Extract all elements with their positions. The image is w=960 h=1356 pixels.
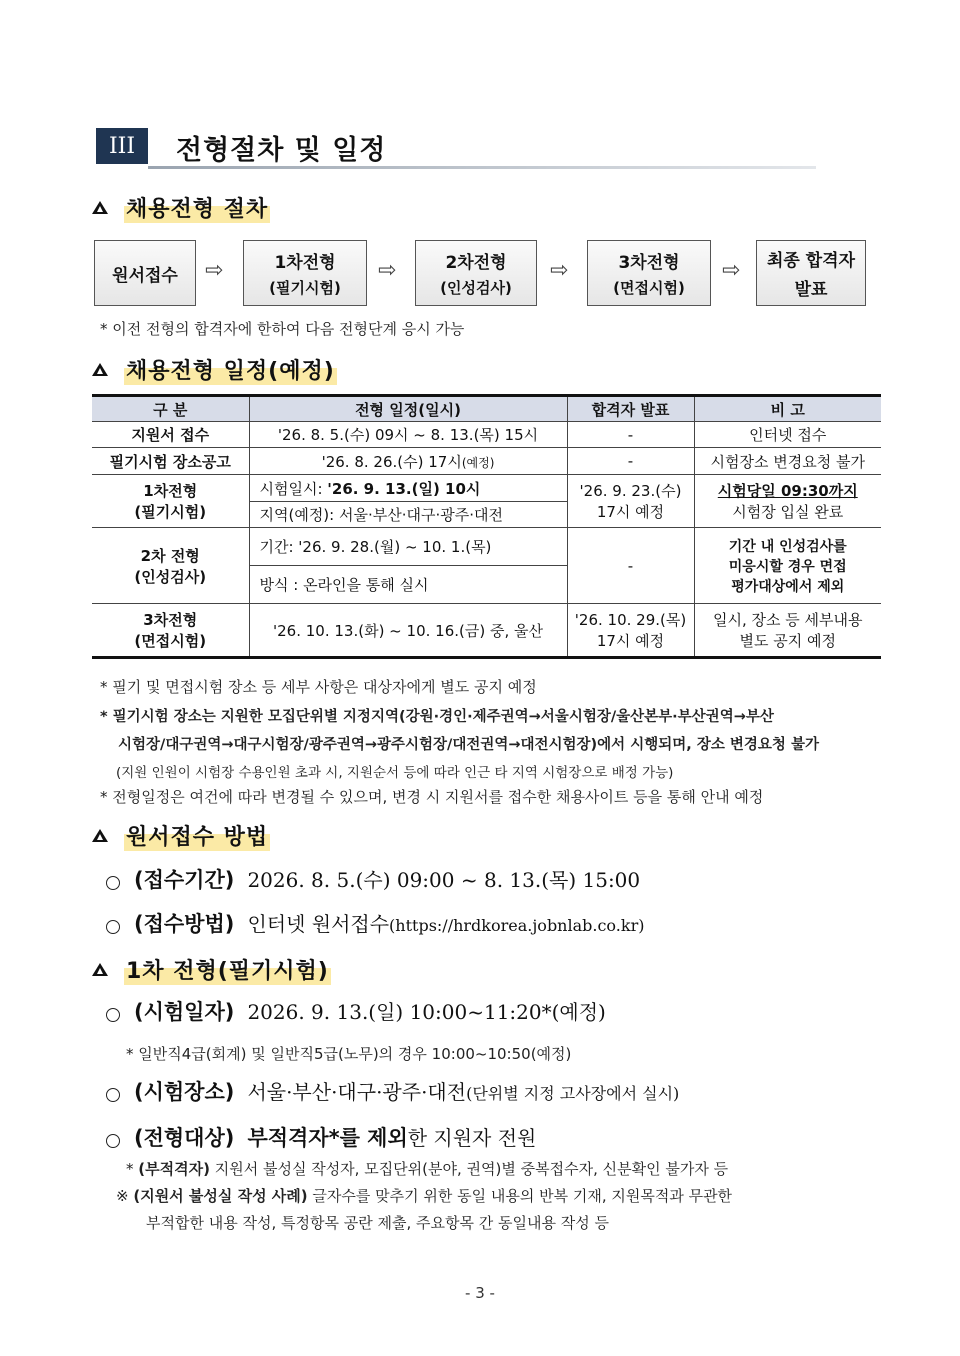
table-note-2a: * 필기시험 장소는 지원한 모집단위별 지정지역(강원·경인·제주권역→서울시험장/울산본부·부산권역→부산 [100, 709, 774, 725]
table-header-row [92, 396, 881, 422]
unfit-definition: * (부적격자) 지원서 불성실 작성자, 모집단위(분야, 권역)별 중복접수자, 신분확인 불가자 등 [126, 1160, 729, 1178]
table-row: 2차 전형 (인성검사) 기간: '26. 9. 28.(월) ~ 10. 1.(목) - 기간 내 인성검사를 미응시할 경우 면접 평가대상에서 제외 [92, 528, 881, 566]
flow-note: * 이전 전형의 합격자에 한하여 다음 전형단계 응시 가능 [100, 320, 465, 338]
table-row: 지역(예정): 서울·부산·대구·광주·대전 [92, 502, 881, 528]
flow-step-apply: 원서접수 [94, 240, 196, 306]
triangle-bullet-icon [92, 363, 108, 376]
schedule-table [92, 394, 881, 659]
exam-place: (시험장소) 서울·부산·대구·광주·대전(단위별 지정 고사장에서 실시) [106, 1076, 679, 1106]
header-note: 비 고 [694, 396, 881, 422]
header-result: 합격자 발표 [567, 396, 694, 422]
table-note-1: * 필기 및 면접시험 장소 등 세부 사항은 대상자에게 별도 공지 예정 [100, 678, 537, 696]
section-number: III [96, 128, 148, 164]
exam-date: (시험일자) 2026. 9. 13.(일) 10:00~11:20*(예정) [106, 996, 606, 1026]
flow-step-written: 1차전형 (필기시험) [243, 240, 367, 306]
apply-period: (접수기간) 2026. 8. 5.(수) 09:00 ~ 8. 13.(목) 15:00 [106, 864, 640, 894]
arrow-right-icon: ⇨ [378, 258, 397, 283]
exam-date-note: * 일반직4급(회계) 및 일반직5급(노무)의 경우 10:00~10:50(예정) [126, 1045, 572, 1063]
table-note-2b: 시험장/대구권역→대구시험장/광주권역→광주시험장/대전권역→대전시험장)에서 시행되며, 장소 변경요청 불가 [118, 737, 819, 753]
arrow-right-icon: ⇨ [722, 258, 741, 283]
flow-step-personality: 2차전형 (인성검사) [415, 240, 537, 306]
section-title: 전형절차 및 일정 [176, 135, 387, 166]
subheading-schedule: 채용전형 일정(예정) [92, 352, 337, 386]
arrow-right-icon: ⇨ [205, 258, 224, 283]
circle-bullet-icon [106, 1088, 120, 1102]
table-row: 3차전형 (면접시험) '26. 10. 13.(화) ~ 10. 16.(금) 중, 울산 '26. 10. 29.(목) 17시 예정 일시, 장소 등 세부내용 별도 공지 예정 [92, 604, 881, 658]
page-number: - 3 - [465, 1284, 495, 1302]
application-site-url: (https://hrdkorea.jobnlab.co.kr) [389, 916, 645, 935]
header-category: 구 분 [92, 396, 249, 422]
table-note-4: * 전형일정은 여건에 따라 변경될 수 있으며, 변경 시 지원서를 접수한 채용사이트 등을 통해 안내 예정 [100, 788, 764, 806]
table-row: 지원서 접수 '26. 8. 5.(수) 09시 ~ 8. 13.(목) 15시 - 인터넷 접수 [92, 422, 881, 448]
circle-bullet-icon [106, 920, 120, 934]
apply-method: (접수방법) 인터넷 원서접수(https://hrdkorea.jobnlab.co.kr) [106, 908, 644, 938]
subheading-written-exam: 1차 전형(필기시험) [92, 952, 331, 986]
circle-bullet-icon [106, 1134, 120, 1148]
unfit-case-cont: 부적합한 내용 작성, 특정항목 공란 제출, 주요항목 간 동일내용 작성 등 [146, 1214, 609, 1232]
circle-bullet-icon [106, 1008, 120, 1022]
flow-step-final: 최종 합격자 발표 [756, 240, 866, 306]
flow-step-interview: 3차전형 (면접시험) [587, 240, 711, 306]
header-schedule: 전형 일정(일시) [249, 396, 567, 422]
subheading-process: 채용전형 절차 [92, 190, 270, 224]
table-row: 방식 : 온라인을 통해 실시 [92, 566, 881, 604]
circle-bullet-icon [106, 876, 120, 890]
table-note-3: (지원 인원이 시험장 수용인원 초과 시, 지원순서 등에 따라 인근 타 지역 시험장으로 배정 가능) [116, 765, 674, 781]
triangle-bullet-icon [92, 201, 108, 214]
table-row: 필기시험 장소공고 '26. 8. 26.(수) 17시(예정) - 시험장소 변경요청 불가 [92, 448, 881, 475]
triangle-bullet-icon [92, 963, 108, 976]
arrow-right-icon: ⇨ [550, 258, 569, 283]
unfit-case: ※ (지원서 불성실 작성 사례) 글자수를 맞추기 위한 동일 내용의 반복 기재, 지원목적과 무관한 [116, 1187, 733, 1205]
triangle-bullet-icon [92, 829, 108, 842]
table-row: 1차전형 (필기시험) 시험일시: '26. 9. 13.(일) 10시 '26. 9. 23.(수) 17시 예정 시험당일 09:30까지 시험장 입실 완료 [92, 475, 881, 502]
section-header [96, 126, 816, 172]
subheading-application: 원서접수 방법 [92, 818, 270, 852]
exam-target: (전형대상) 부적격자*를 제외한 지원자 전원 [106, 1122, 536, 1152]
